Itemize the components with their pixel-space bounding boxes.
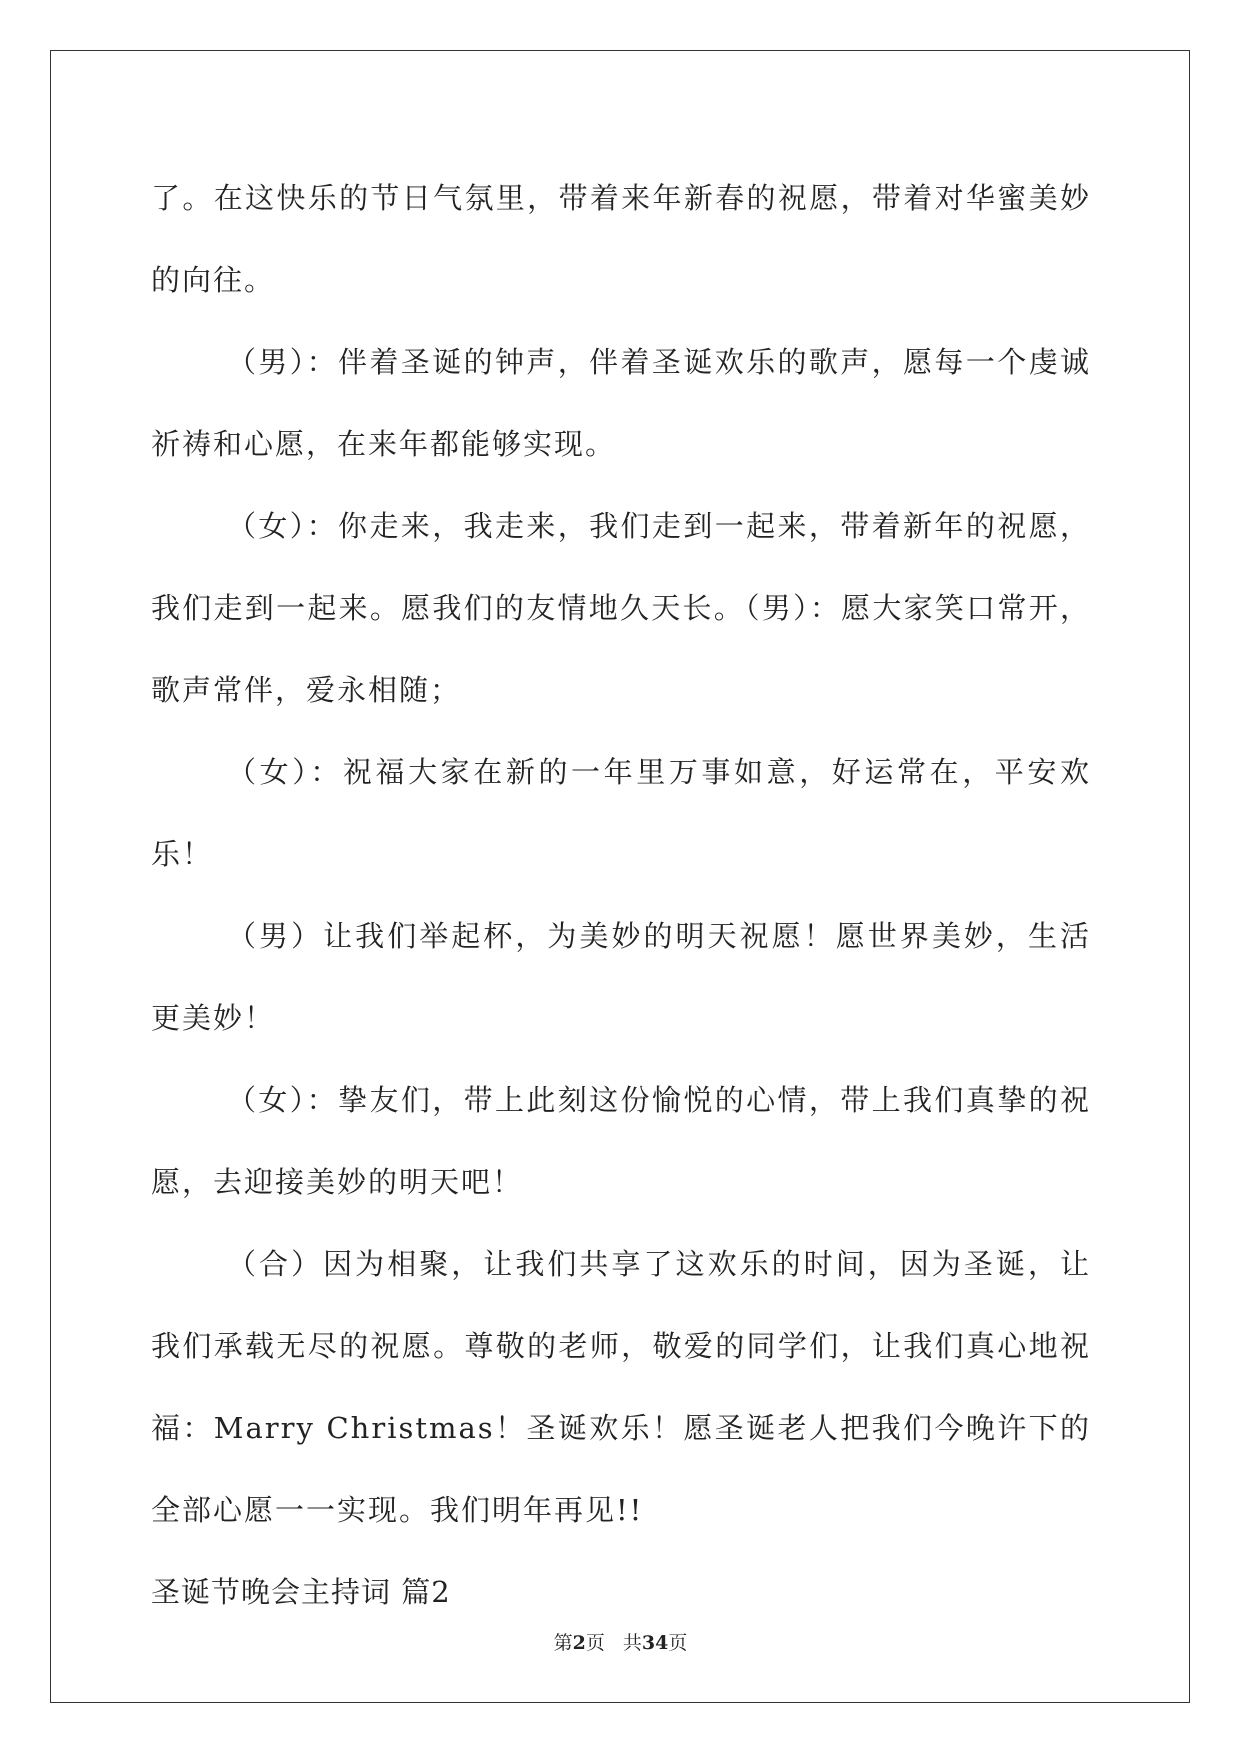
footer-total-unit: 页 (668, 1632, 688, 1654)
document-body (151, 157, 1091, 1633)
section-heading: 圣诞节晚会主持词 篇2 (151, 1575, 451, 1609)
page-footer (0, 1628, 1241, 1655)
paragraph-female-3: （女）：挚友们，带上此刻这份愉悦的心情，带上我们真挚的祝愿，去迎接美妙的明天吧！ (151, 1083, 1091, 1199)
footer-prefix: 第 (553, 1632, 573, 1654)
footer-total-pages: 34 (641, 1632, 669, 1654)
paragraph-together: （合）因为相聚，让我们共享了这欢乐的时间，因为圣诞，让我们承载无尽的祝愿。尊敬的老师，敬爱的同学们，让我们真心地祝福：Marry Christmas！圣诞欢乐！愿圣诞老人把我们今晚许下的全部心愿一一实现。我们明年再见!! (151, 1247, 1091, 1527)
paragraph-female-1: （女）：你走来，我走来，我们走到一起来，带着新年的祝愿，我们走到一起来。愿我们的友情地久天长。（男）：愿大家笑口常开，歌声常伴，爱永相随； (151, 509, 1091, 707)
footer-current-page: 2 (572, 1632, 586, 1654)
paragraph-male-1: （男）：伴着圣诞的钟声，伴着圣诞欢乐的歌声，愿每一个虔诚祈祷和心愿，在来年都能够实现。 (151, 345, 1091, 461)
footer-page-unit: 页 (585, 1632, 605, 1654)
footer-total-prefix: 共 (622, 1632, 642, 1654)
paragraph-male-2: （男）让我们举起杯，为美妙的明天祝愿！愿世界美妙，生活更美妙！ (151, 919, 1091, 1035)
paragraph-female-2: （女）：祝福大家在新的一年里万事如意，好运常在，平安欢乐！ (151, 755, 1091, 871)
paragraph-continuation: 了。在这快乐的节日气氛里，带着来年新春的祝愿，带着对华蜜美妙的向往。 (151, 181, 1091, 297)
